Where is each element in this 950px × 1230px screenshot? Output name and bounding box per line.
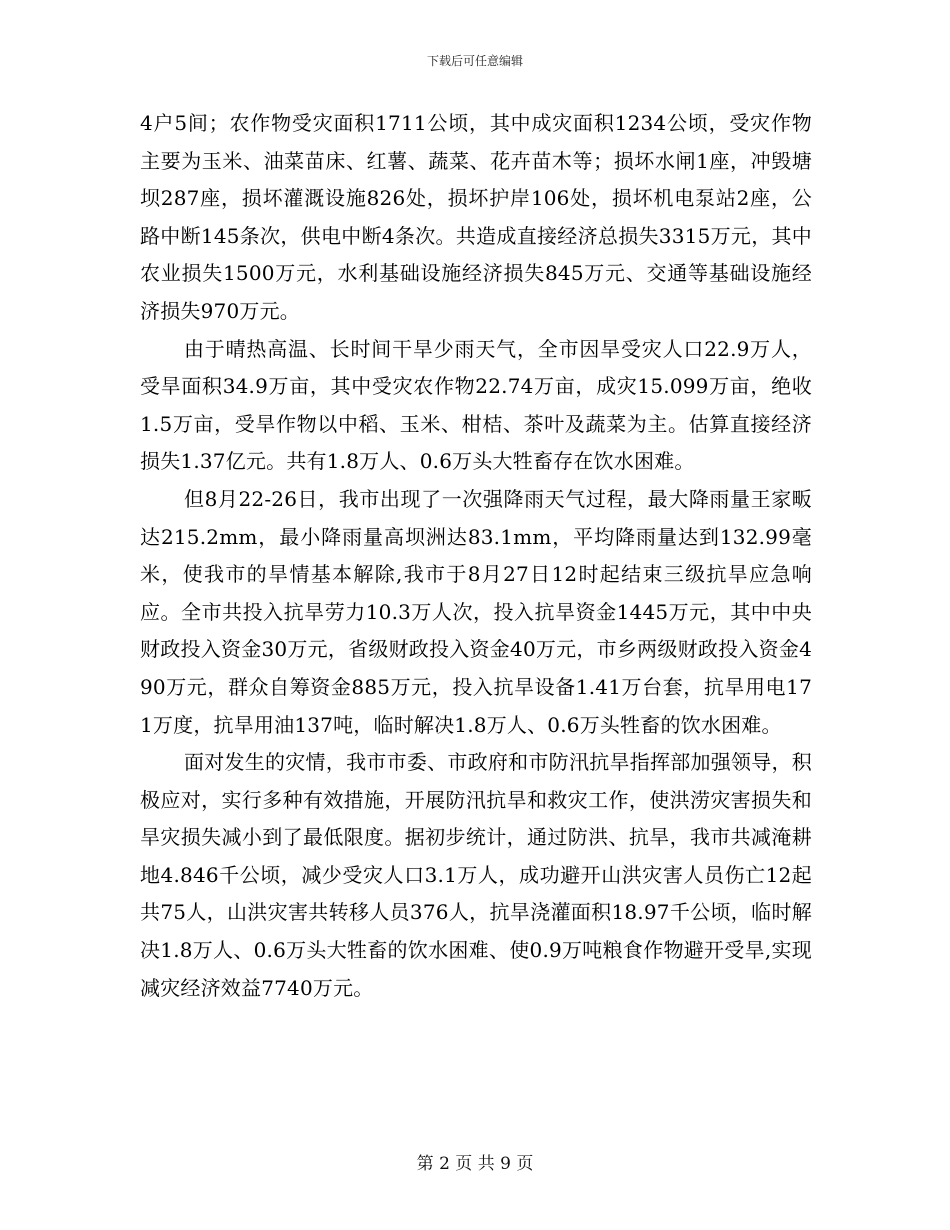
paragraph-rainfall-relief: 但8月22-26日，我市出现了一次强降雨天气过程，最大降雨量王家畈达215.2mm，最小降雨量高坝洲达83.1mm，平均降雨量达到132.99毫米，使我市的旱情基本解除,我市于8月27日12时起结束三级抗旱应急响应。全市共投入抗旱劳力10.3万人次，投入抗旱资金1445万元，其中中央财政投入资金30万元，省级财政投入资金40万元，市乡两级财政投入资金490万元，群众自筹资金885万元，投入抗旱设备1.41万台套，抗旱用电171万度，抗旱用油137吨，临时解决1.8万人、0.6万头牲畜的饮水困难。 (140, 486, 812, 737)
paragraph-damage-summary: 4户5间；农作物受灾面积1711公顷，其中成灾面积1234公顷，受灾作物主要为玉米、油菜苗床、红薯、蔬菜、花卉苗木等；损坏水闸1座，冲毁塘坝287座，损坏灌溉设施826处，损坏护岸106处，损坏机电泵站2座，公路中断145条次，供电中断4条次。共造成直接经济总损失3315万元，其中农业损失1500万元，水利基础设施经济损失845万元、交通等基础设施经济损失970万元。 (140, 111, 812, 323)
paragraph-drought-impact: 由于晴热高温、长时间干旱少雨天气，全市因旱受灾人口22.9万人，受旱面积34.9万亩，其中受灾农作物22.74万亩，成灾15.099万亩，绝收1.5万亩，受旱作物以中稻、玉米、柑桔、茶叶及蔬菜为主。估算直接经济损失1.37亿元。共有1.8万人、0.6万头大牲畜存在饮水困难。 (140, 336, 812, 474)
page-number-footer: 第 2 页 共 9 页 (416, 1154, 534, 1174)
paragraph-response-measures: 面对发生的灾情，我市市委、市政府和市防汛抗旱指挥部加强领导，积极应对，实行多种有效措施，开展防汛抗旱和救灾工作，使洪涝灾害损失和旱灾损失减小到了最低限度。据初步统计，通过防洪、抗旱，我市共减淹耕地4.846千公顷，减少受灾人口3.1万人，成功避开山洪灾害人员伤亡12起共75人，山洪灾害共转移人员376人，抗旱浇灌面积18.97千公顷，临时解决1.8万人、0.6万头大牲畜的饮水困难、使0.9万吨粮食作物避开受旱,实现减灾经济效益7740万元。 (140, 750, 812, 1000)
page-header: 下载后可任意编辑 (426, 54, 523, 68)
document-body (140, 105, 812, 1007)
